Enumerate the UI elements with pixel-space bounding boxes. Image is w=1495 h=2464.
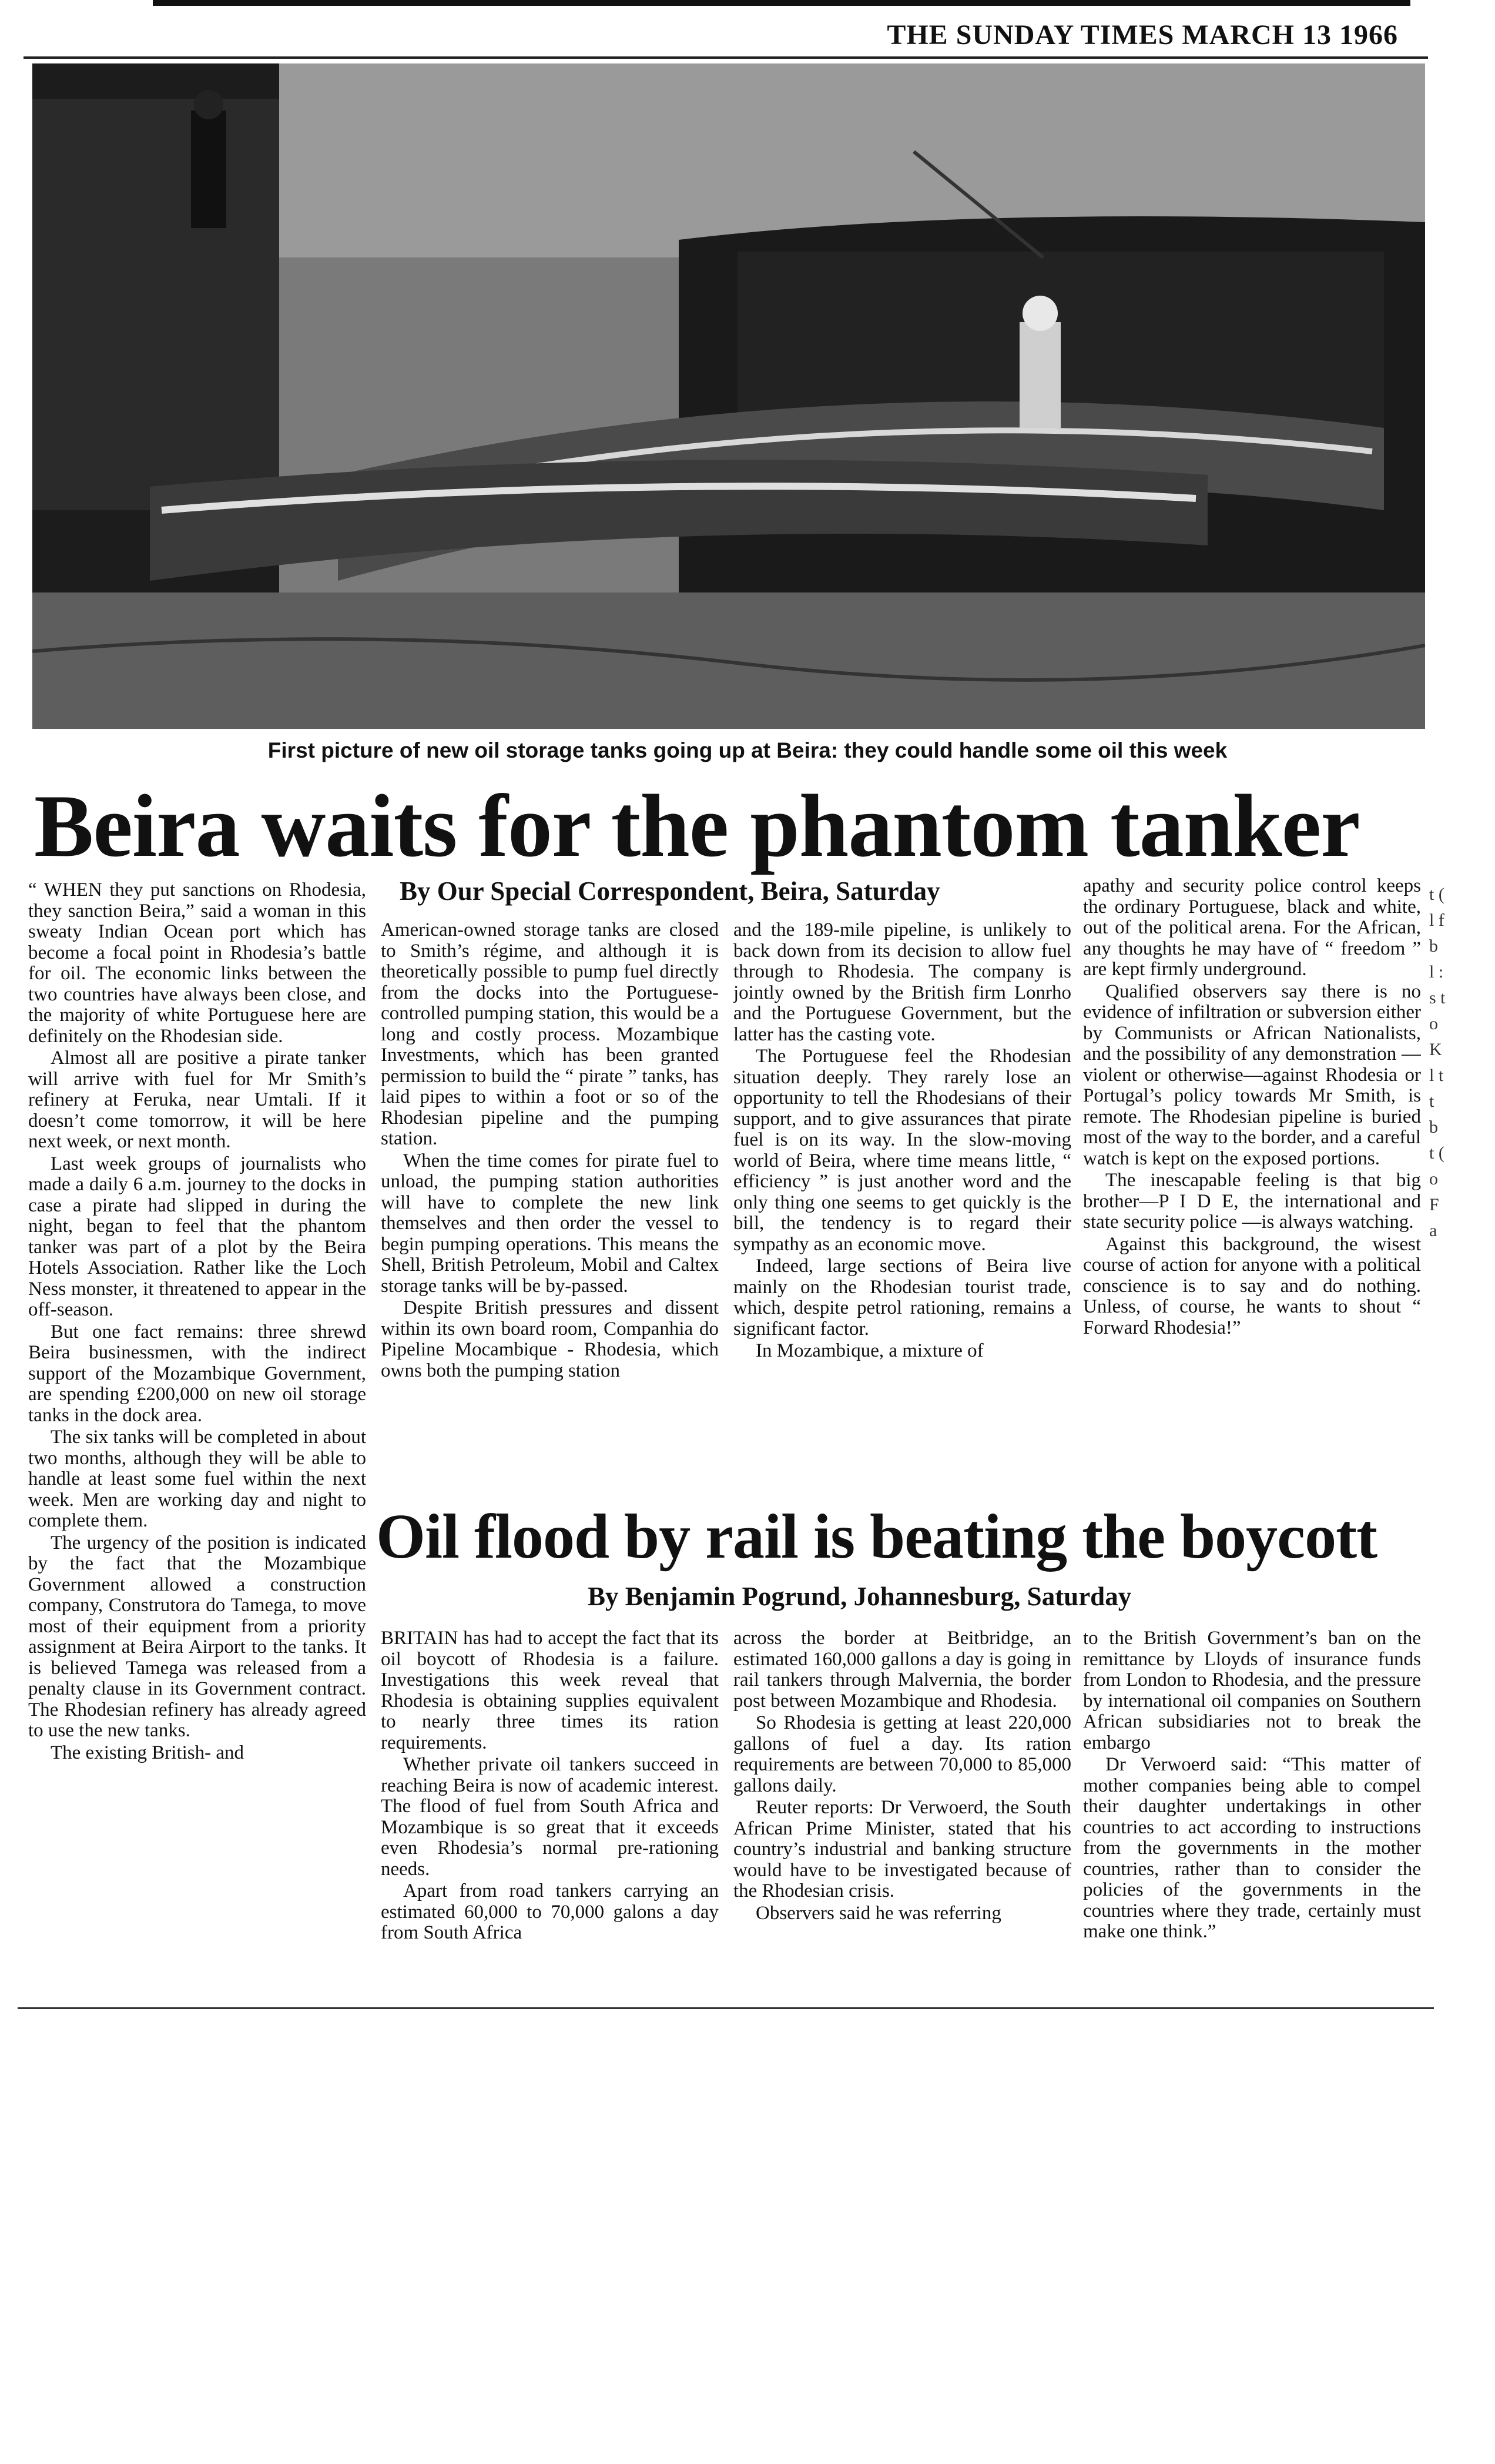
story1-column-2 <box>381 920 719 1484</box>
paragraph: BRITAIN has had to accept the fact that its oil boycott of Rhodesia is a failure. Investigations this week reveal that Rhodesia is obtaining supplies equivalent to nearly three times its ration requirements. <box>381 1628 719 1753</box>
news-photo <box>32 63 1425 729</box>
paragraph: and the 189-mile pipeline, is unlikely to back down from its decision to allow fuel through to Rhodesia. The company is jointly owned by the British firm Lonrho and the Portuguese Government, but the latter has the casting vote. <box>733 920 1071 1045</box>
paragraph: Reuter reports: Dr Verwoerd, the South African Prime Minister, stated that his country’s industrial and banking structure would have to be investigated because of the Rhodesian crisis. <box>733 1797 1071 1901</box>
story2-column-2 <box>733 1628 1071 2004</box>
story1-column-4 <box>1083 876 1421 1487</box>
masthead: THE SUNDAY TIMES MARCH 13 1966 <box>887 19 1398 51</box>
paragraph: The inescapable feeling is that big brother—P I D E, the international and state security police —is always watching. <box>1083 1170 1421 1233</box>
paragraph: Almost all are positive a pirate tanker will arrive with fuel for Mr Smith’s refinery at Feruka, near Umtali. If it doesn’t come tomorrow, it will be here next week, or next month. <box>28 1047 366 1152</box>
paragraph: Observers said he was referring <box>756 1902 1001 1924</box>
paragraph: American-owned storage tanks are closed to Smith’s régime, and although it is theoretically possible to pump fuel directly from the docks into the Portuguese-controlled pumping station, this would be a long and costly process. Mozambique Investments, which has been granted permission to build the “ pirate ” tanks, has laid pipes to within a foot or so of the Rhodesian pipeline and the pumping station. <box>381 920 719 1149</box>
paragraph: But one fact remains: three shrewd Beira businessmen, with the indirect support of the Mozambique Government, are spending £200,000 on new oil storage tanks in the dock area. <box>28 1321 366 1426</box>
paragraph: The existing British- and <box>51 1742 244 1763</box>
story1-column-3 <box>733 920 1071 1484</box>
paragraph: Whether private oil tankers succeed in reaching Beira is now of academic interest. The flood of fuel from South Africa and Mozambique is so great that it exceeds even Rhodesia’s normal pre-rationing needs. <box>381 1754 719 1880</box>
bottom-rule <box>18 2007 1434 2009</box>
adjacent-column-fragment: t ( l f b l : s t o K l t t b t ( o F a <box>1429 885 1446 1240</box>
byline-oil-flood: By Benjamin Pogrund, Johannesburg, Saturday <box>588 1582 1132 1611</box>
paragraph: Despite British pressures and dissent within its own board room, Companhia do Pipeline Mocambique - Rhodesia, which owns both the pumping station <box>381 1297 719 1381</box>
paragraph: apathy and security police control keeps the ordinary Portuguese, black and white, out of the political arena. For the African, any thoughts he may have of “ freedom ” are kept firmly underground. <box>1083 876 1421 980</box>
paragraph: “ WHEN they put sanctions on Rhodesia, they sanction Beira,” said a woman in this sweaty Indian Ocean port which has become a focal point in Rhodesia’s battle for oil. The economic links between the two countries have always been close, and the majority of white Portuguese here are definitely on the Rhodesian side. <box>28 880 366 1047</box>
paragraph: across the border at Beitbridge, an estimated 160,000 gallons a day is going in rail tankers through Malvernia, the border post between Mozambique and Rhodesia. <box>733 1628 1071 1712</box>
story2-column-1 <box>381 1628 719 2004</box>
top-rule <box>153 0 1410 6</box>
paragraph: Qualified observers say there is no evidence of infiltration or subversion either by Communists or African Nationalists, and the possibility of any demonstration —violent or otherwise—against Rhodesia or Portugal’s policy towards Mr Smith, is remote. The Rhodesian pipeline is buried most of the way to the border, and a careful watch is kept on the exposed portions. <box>1083 980 1421 1169</box>
story1-column-1 <box>28 880 366 1994</box>
story2-column-3 <box>1083 1628 1421 2004</box>
paragraph: In Mozambique, a mixture of <box>756 1340 984 1361</box>
paragraph: Against this background, the wisest course of action for anyone with a political conscience is to say and do nothing. Unless, of course, he wants to shout “ Forward Rhodesia!” <box>1083 1233 1421 1338</box>
paragraph: Apart from road tankers carrying an estimated 60,000 to 70,000 galons a day from South Africa <box>381 1880 719 1943</box>
headline-beira: Beira waits for the phantom tanker <box>34 776 1360 875</box>
paragraph: to the British Government’s ban on the remittance by Lloyds of insurance funds from London to Rhodesia, and the pressure by international oil companies on Southern African subsidiaries not to break the embargo <box>1083 1628 1421 1753</box>
paragraph: Dr Verwoerd said: “This matter of mother companies being able to compel their daughter undertakings in other countries to act according to instructions from the governments in the mother countries, rather than to consider the policies of the governments in the countries where they trade, certainly must make one think.” <box>1083 1754 1421 1942</box>
headline-oil-flood: Oil flood by rail is beating the boycott <box>376 1502 1377 1572</box>
paragraph: So Rhodesia is getting at least 220,000 gallons of fuel a day. Its ration requirements are between 70,000 to 85,000 gallons daily. <box>733 1712 1071 1796</box>
paragraph: Indeed, large sections of Beira live mainly on the Rhodesian tourist trade, which, despite petrol rationing, remains a significant factor. <box>733 1256 1071 1340</box>
paragraph: The urgency of the position is indicated by the fact that the Mozambique Government allowed a construction company, Construtora do Tamega, to move most of their equipment from a priority assignment at Beira Airport to the tanks. It is believed Tamega was released from a penalty clause in its Government contract. The Rhodesian refinery has already agreed to use the new tanks. <box>28 1532 366 1741</box>
paragraph: When the time comes for pirate fuel to unload, the pumping station authorities will have to complete the new link themselves and then order the vessel to begin pumping operations. This means the Shell, British Petroleum, Mobil and Caltex storage tanks will be by-passed. <box>381 1150 719 1297</box>
paragraph: The Portuguese feel the Rhodesian situation deeply. They rarely lose an opportunity to tell the Rhodesians of their support, and to give assurances that pirate fuel is on its way. In the slow-moving world of Beira, where time means little, “ efficiency ” is just another word and the only thing one seems to get quickly is the bill, the tendency is to regard their sympathy as an economic move. <box>733 1046 1071 1255</box>
byline-beira: By Our Special Correspondent, Beira, Saturday <box>400 876 940 906</box>
photo-caption: First picture of new oil storage tanks going up at Beira: they could handle some oil this week <box>267 738 1228 762</box>
masthead-rule <box>24 56 1428 59</box>
paragraph: Last week groups of journalists who made a daily 6 a.m. journey to the docks in case a pirate had slipped in during the night, began to feel that the phantom tanker was part of a plot by the Beira Hotels Association. Rather like the Loch Ness monster, it threatened to appear in the off-season. <box>28 1153 366 1320</box>
paragraph: The six tanks will be completed in about two months, although they will be able to handle at least some fuel within the next week. Men are working day and night to complete them. <box>28 1427 366 1531</box>
